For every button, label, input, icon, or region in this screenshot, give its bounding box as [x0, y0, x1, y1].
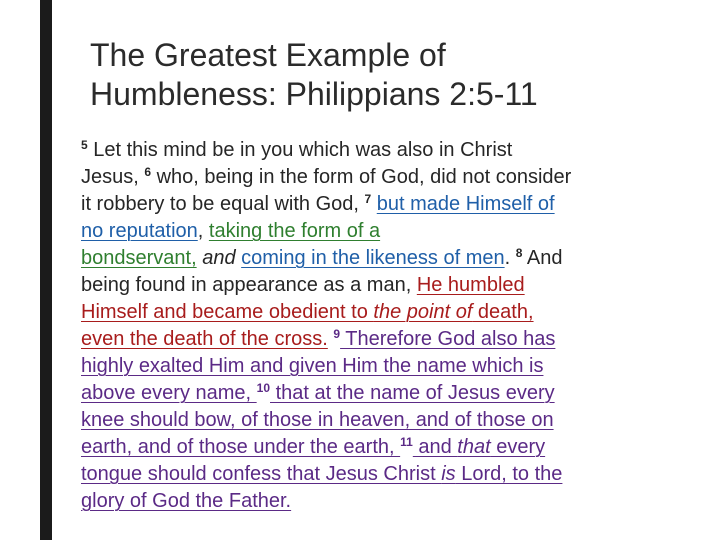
- highlight-green: bondservant,: [81, 247, 197, 269]
- text-segment: ,: [197, 220, 209, 242]
- highlight-purple: highly exalted Him and given Him the name which is: [81, 355, 544, 377]
- scripture-body: [81, 137, 681, 515]
- highlight-purple: tongue should confess that Jesus Christ: [81, 463, 442, 485]
- line-11: [81, 407, 681, 434]
- italic-text: and: [202, 247, 236, 269]
- verse-number-11: 11: [400, 435, 413, 449]
- highlight-purple-italic: is: [441, 463, 456, 485]
- verse-number-8: 8: [515, 246, 523, 260]
- line-12: [81, 434, 681, 461]
- highlight-purple: and: [412, 436, 458, 458]
- highlight-red: even the death of the cross.: [81, 328, 328, 350]
- verse-number-7: 7: [364, 192, 372, 206]
- line-5: [81, 245, 681, 272]
- accent-bar: [40, 0, 52, 540]
- highlight-purple: Therefore God also has: [340, 328, 556, 350]
- title-line-2: Humbleness: Philippians 2:5-11: [90, 76, 538, 112]
- line-2: [81, 164, 681, 191]
- line-4: [81, 218, 681, 245]
- line-14: [81, 488, 681, 515]
- highlight-purple-italic: that: [457, 436, 491, 458]
- text-segment: who, being in the form of God, did not consider: [151, 166, 572, 188]
- line-9: [81, 353, 681, 380]
- highlight-purple: above every name,: [81, 382, 257, 404]
- highlight-purple: Lord, to the: [455, 463, 563, 485]
- highlight-red: He humbled: [416, 274, 525, 296]
- line-3: [81, 191, 681, 218]
- highlight-purple: glory of God the Father.: [81, 490, 292, 512]
- line-7: [81, 299, 681, 326]
- text-segment: .: [504, 247, 516, 269]
- highlight-red: death,: [472, 301, 534, 323]
- line-1: [81, 137, 681, 164]
- text-segment: And: [522, 247, 563, 269]
- line-13: [81, 461, 681, 488]
- highlight-blue: but made Himself of: [376, 193, 555, 215]
- line-6: [81, 272, 681, 299]
- highlight-blue: no reputation: [81, 220, 198, 242]
- text-segment: Let this mind be in you which was also in Christ: [87, 139, 513, 161]
- text-segment: Jesus,: [81, 166, 145, 188]
- verse-number-9: 9: [333, 327, 341, 341]
- highlight-purple: that at the name of Jesus every: [270, 382, 555, 404]
- text-segment: being found in appearance as a man,: [81, 274, 417, 296]
- highlight-purple: earth, and of those under the earth,: [81, 436, 401, 458]
- line-10: [81, 380, 681, 407]
- highlight-red: Himself and became obedient to: [81, 301, 374, 323]
- highlight-purple: knee should bow, of those in heaven, and of those on: [81, 409, 554, 431]
- highlight-purple: every: [490, 436, 546, 458]
- verse-number-6: 6: [144, 165, 152, 179]
- text-segment: it robbery to be equal with God,: [81, 193, 365, 215]
- verse-number-5: 5: [81, 138, 88, 152]
- verse-number-10: 10: [256, 381, 271, 395]
- line-8: [81, 326, 681, 353]
- title-line-1: The Greatest Example of: [90, 37, 446, 73]
- highlight-red-italic: the point of: [373, 301, 473, 323]
- highlight-green: taking the form of a: [208, 220, 381, 242]
- highlight-blue: coming in the likeness of men: [241, 247, 505, 269]
- slide-title: [90, 36, 690, 114]
